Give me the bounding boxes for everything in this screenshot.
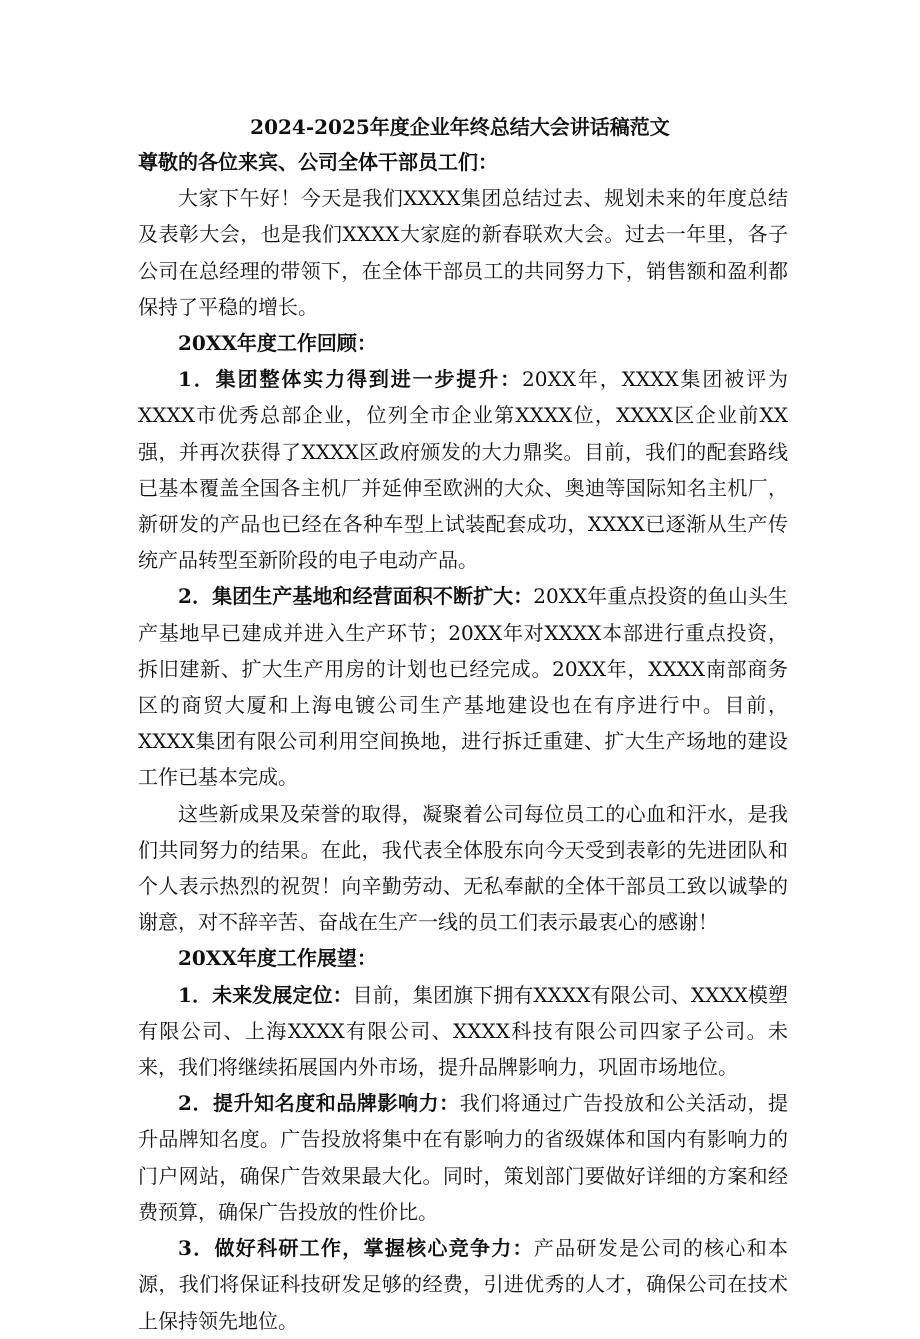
document-body — [138, 144, 788, 1339]
review-item-2 — [138, 578, 788, 795]
outlook-item-3-lead: 3．做好科研工作，掌握核心竞争力： — [178, 1236, 534, 1261]
outlook-item-1 — [138, 977, 788, 1086]
review-item-2-text: 20XX年重点投资的鱼山头生产基地早已建成并进入生产环节；20XX年对XXXX本部进行重点投资，拆旧建新、扩大生产用房的计划也已经完成。20XX年，XXXX南部商务区的商贸大厦和上海电镀公司生产基地建设也在有序进行中。目前，XXXX集团有限公司利用空间换地，进行拆迁重建、扩大生产场地的建设工作已基本完成。 — [138, 584, 788, 790]
outlook-item-2-lead: 2．提升知名度和品牌影响力： — [178, 1091, 460, 1116]
outlook-item-2-text: 我们将通过广告投放和公关活动，提升品牌知名度。广告投放将集中在有影响力的省级媒体和国内有影响力的门户网站，确保广告效果最大化。同时，策划部门要做好详细的方案和经费预算，确保广告投放的性价比。 — [138, 1091, 789, 1224]
intro-paragraph: 大家下午好！今天是我们XXXX集团总结过去、规划未来的年度总结及表彰大会，也是我们XXXX大家庭的新春联欢大会。过去一年里，各子公司在总经理的带领下，在全体干部员工的共同努力下，销售额和盈利都保持了平稳的增长。 — [138, 186, 788, 319]
review-item-1-lead: 1．集团整体实力得到进一步提升： — [178, 367, 523, 392]
outlook-item-1-text: 目前，集团旗下拥有XXXX有限公司、XXXX模塑有限公司、上海XXXX有限公司、XXXX科技有限公司四家子公司。未来，我们将继续拓展国内外市场，提升品牌影响力，巩固市场地位。 — [138, 982, 788, 1080]
outlook-item-2 — [138, 1085, 788, 1230]
review-item-1 — [138, 361, 788, 578]
outlook-item-1-lead: 1．未来发展定位： — [178, 982, 353, 1007]
outlook-item-3-text: 产品研发是公司的核心和本源，我们将保证科技研发足够的经费，引进优秀的人才，确保公司在技术上保持领先地位。 — [138, 1236, 789, 1333]
review-closing-paragraph: 这些新成果及荣誉的取得，凝聚着公司每位员工的心血和汗水，是我们共同努力的结果。在此，我代表全体股东向今天受到表彰的先进团队和个人表示热烈的祝贺！向辛勤劳动、无私奉献的全体干部员工致以诚挚的谢意，对不辞辛苦、奋战在生产一线的员工们表示最衷心的感谢！ — [138, 801, 788, 935]
outlook-heading: 20XX年度工作展望： — [178, 946, 377, 971]
document-title: 2024-2025年度企业年终总结大会讲话稿范文 — [250, 115, 670, 139]
review-heading: 20XX年度工作回顾： — [178, 331, 377, 356]
review-item-1-text: 20XX年，XXXX集团被评为XXXX市优秀总部企业，位列全市企业第XXXX位，XXXX区企业前XX强，并再次获得了XXXX区政府颁发的大力鼎奖。目前，我们的配套路线已基本覆盖全国各主机厂并延伸至欧洲的大众、奥迪等国际知名主机厂，新研发的产品也已经在各种车型上试装配套成功，XXXX已逐渐从生产传统产品转型至新阶段的电子电动产品。 — [138, 367, 788, 573]
salutation: 尊敬的各位来宾、公司全体干部员工们： — [138, 150, 498, 174]
review-item-2-lead: 2．集团生产基地和经营面积不断扩大： — [178, 584, 534, 609]
outlook-item-3 — [138, 1230, 788, 1339]
